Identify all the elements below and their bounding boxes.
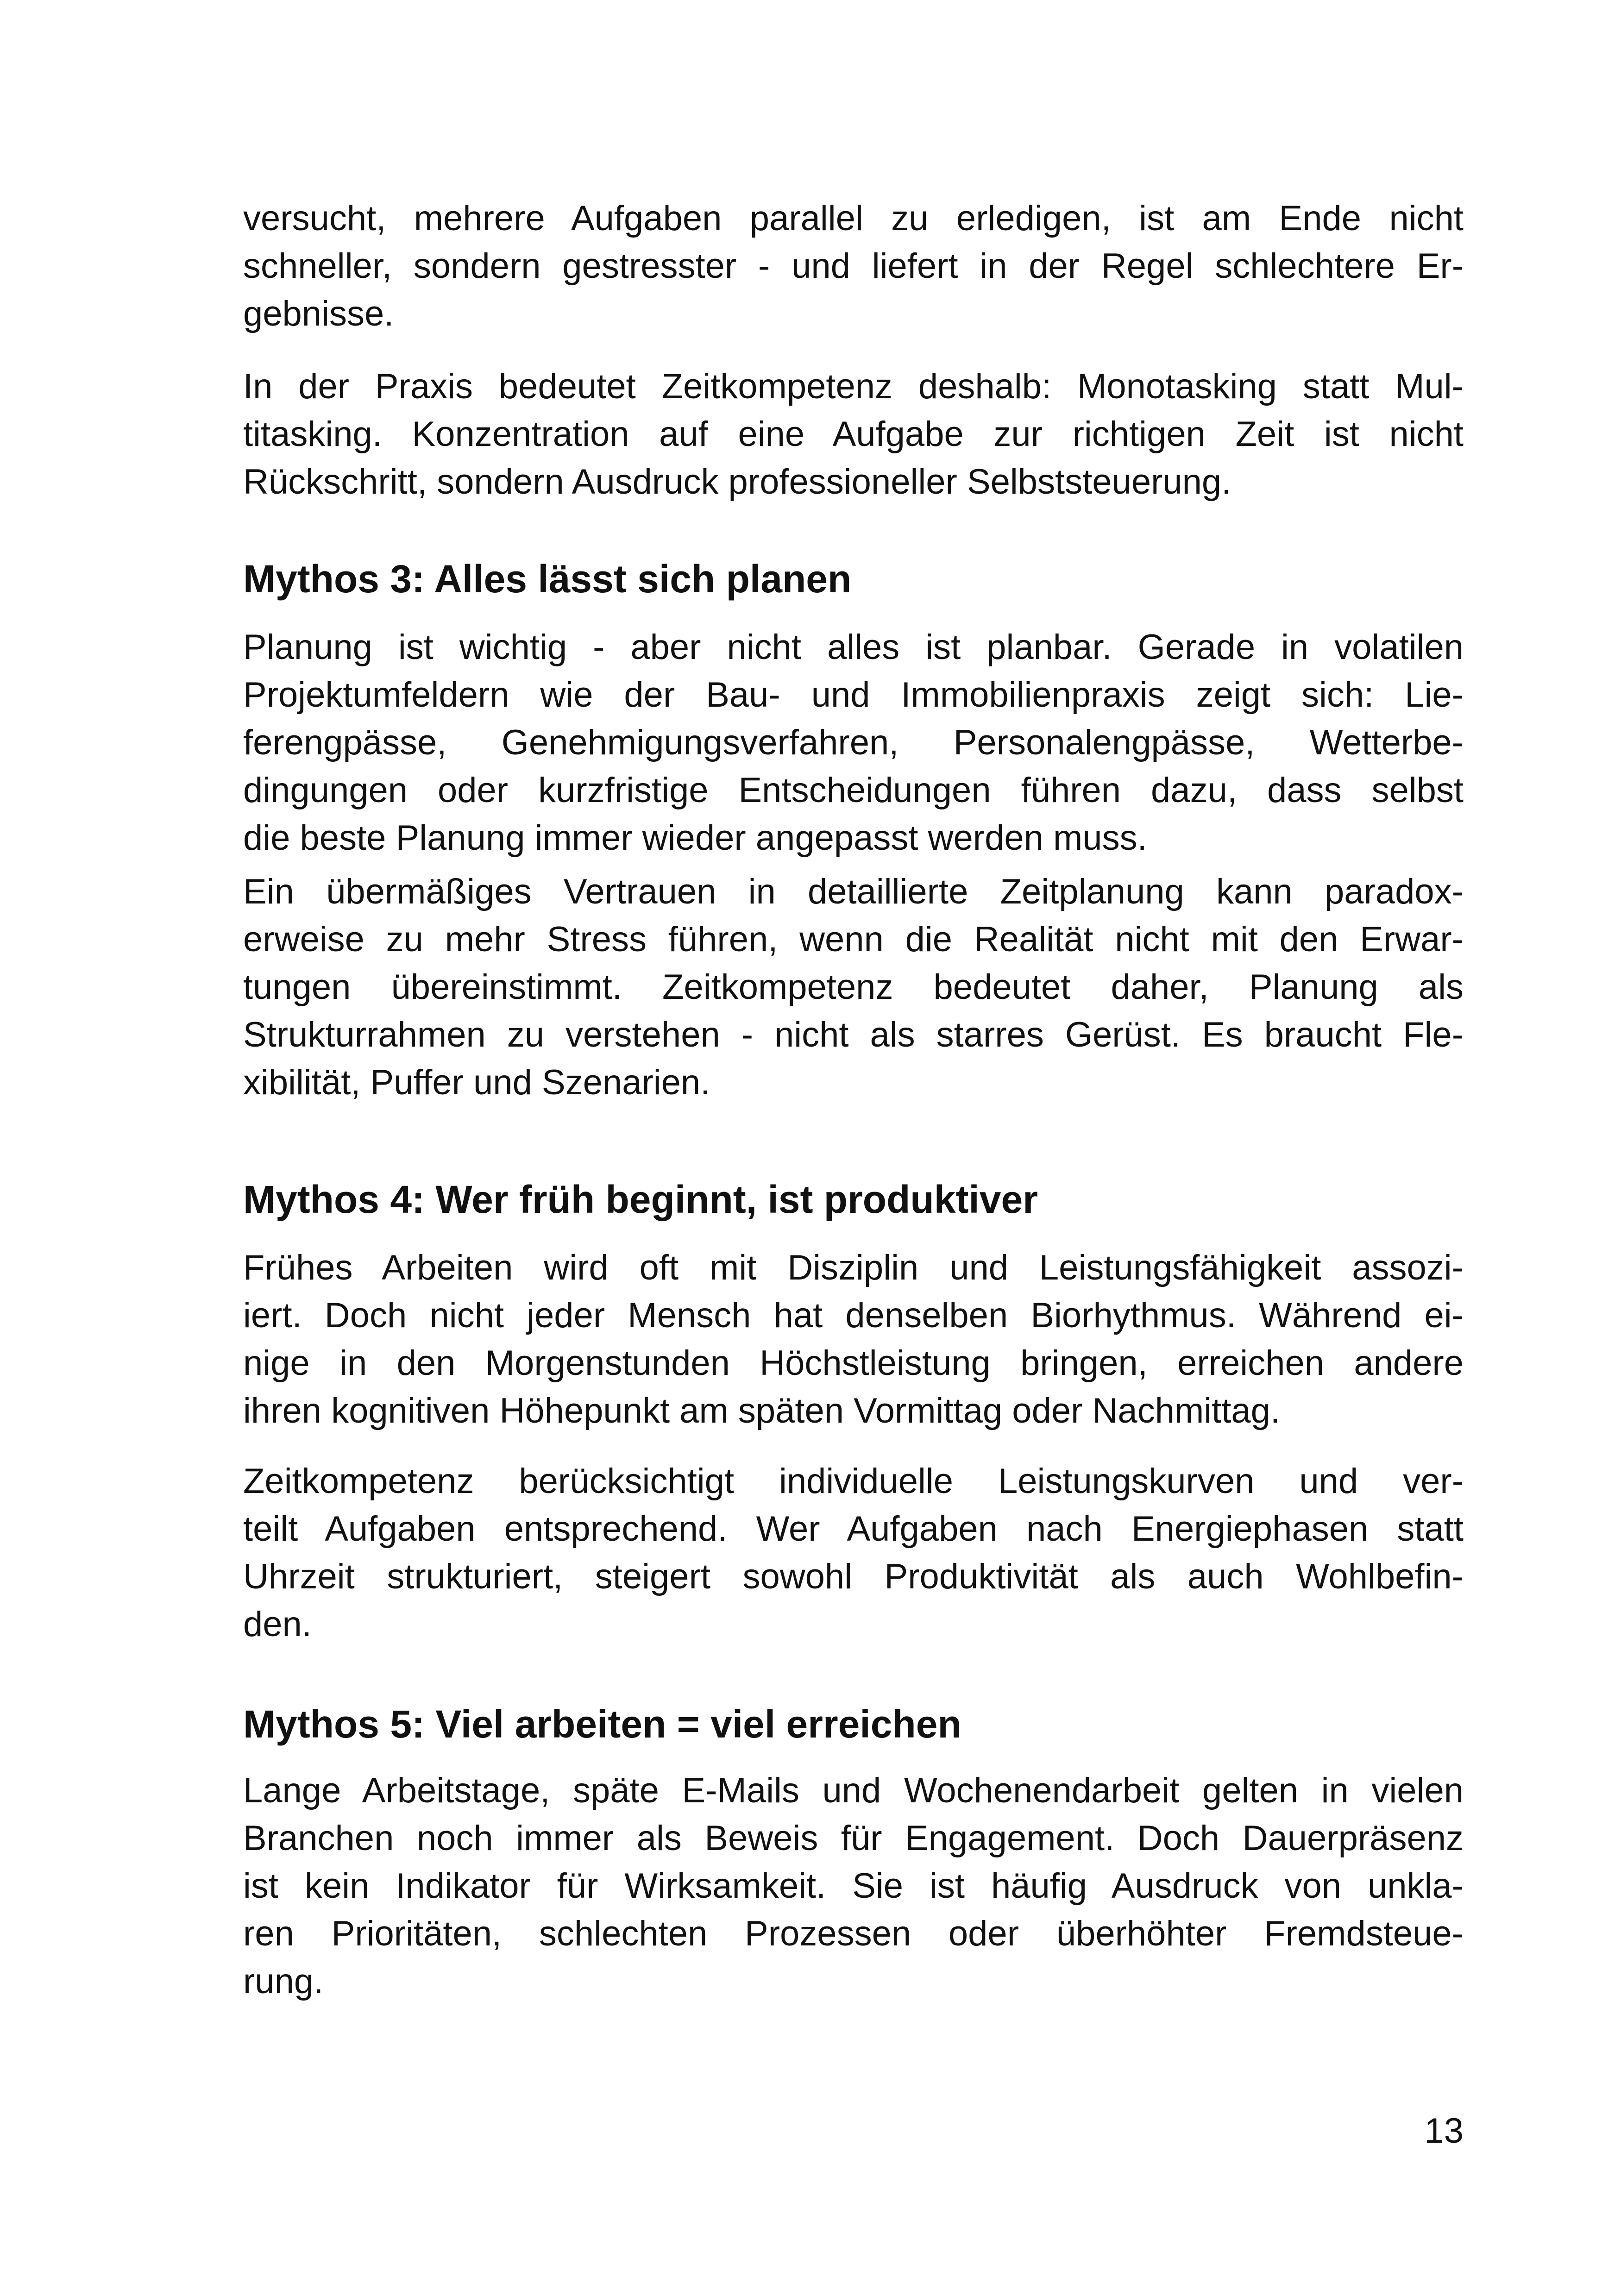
text-line: ihren kognitiven Höhepunkt am späten Vormittag oder Nachmittag. <box>243 1391 1281 1430</box>
text-line: ist kein Indikator für Wirksamkeit. Sie ist häufig Ausdruck von unkla- <box>243 1866 1464 1906</box>
paragraph <box>243 1457 1464 1648</box>
text-line: Frühes Arbeiten wird oft mit Disziplin und Leistungsfähigkeit assozi- <box>243 1248 1464 1287</box>
text-line: ren Prioritäten, schlechten Prozessen oder überhöhter Fremdsteue- <box>243 1914 1464 1953</box>
text-line: titasking. Konzentration auf eine Aufgabe zur richtigen Zeit ist nicht <box>243 414 1464 454</box>
text-line: Strukturrahmen zu verstehen - nicht als starres Gerüst. Es braucht Fle- <box>243 1015 1464 1054</box>
text-line: dingungen oder kurzfristige Entscheidungen führen dazu, dass selbst <box>243 771 1464 810</box>
text-line: In der Praxis bedeutet Zeitkompetenz deshalb: Monotasking statt Mul- <box>243 367 1464 406</box>
text-line: Planung ist wichtig - aber nicht alles ist planbar. Gerade in volatilen <box>243 627 1464 667</box>
text-line: Lange Arbeitstage, späte E-Mails und Wochenendarbeit gelten in vielen <box>243 1771 1464 1810</box>
paragraph <box>243 1767 1464 2005</box>
text-line: ferengpässe, Genehmigungsverfahren, Personalengpässe, Wetterbe- <box>243 723 1464 762</box>
page-number: 13 <box>1424 2111 1464 2151</box>
section-heading: Mythos 3: Alles lässt sich planen <box>243 557 852 601</box>
text-line: gebnisse. <box>243 294 394 333</box>
text-line: den. <box>243 1605 312 1644</box>
paragraph <box>243 363 1464 506</box>
text-line: Rückschritt, sondern Ausdruck professioneller Selbststeuerung. <box>243 462 1231 502</box>
text-line: versucht, mehrere Aufgaben parallel zu erledigen, ist am Ende nicht <box>243 199 1464 238</box>
section-heading: Mythos 4: Wer früh beginnt, ist produktiver <box>243 1178 1038 1221</box>
text-line: Zeitkompetenz berücksichtigt individuelle Leistungskurven und ver- <box>243 1462 1464 1501</box>
text-line: erweise zu mehr Stress führen, wenn die Realität nicht mit den Erwar- <box>243 920 1464 959</box>
section-heading: Mythos 5: Viel arbeiten = viel erreichen <box>243 1702 961 1746</box>
paragraph <box>243 868 1464 1106</box>
text-line: schneller, sondern gestresster - und liefert in der Regel schlechtere Er- <box>243 246 1464 286</box>
text-line: Uhrzeit strukturiert, steigert sowohl Produktivität als auch Wohlbefin- <box>243 1557 1464 1596</box>
text-line: nige in den Morgenstunden Höchstleistung bringen, erreichen andere <box>243 1343 1464 1383</box>
paragraph <box>243 623 1464 862</box>
text-line: rung. <box>243 1962 324 2001</box>
text-line: teilt Aufgaben entsprechend. Wer Aufgaben nach Energiephasen statt <box>243 1509 1464 1549</box>
text-line: Branchen noch immer als Beweis für Engagement. Doch Dauerpräsenz <box>243 1819 1464 1858</box>
text-line: Projektumfeldern wie der Bau- und Immobilienpraxis zeigt sich: Lie- <box>243 675 1464 715</box>
text-line: Ein übermäßiges Vertrauen in detaillierte Zeitplanung kann paradox- <box>243 872 1464 911</box>
text-line: tungen übereinstimmt. Zeitkompetenz bedeutet daher, Planung als <box>243 967 1464 1007</box>
paragraph <box>243 1244 1464 1435</box>
paragraph <box>243 194 1464 338</box>
text-line: iert. Doch nicht jeder Mensch hat denselben Biorhythmus. Während ei- <box>243 1296 1464 1335</box>
text-line: die beste Planung immer wieder angepasst werden muss. <box>243 818 1147 858</box>
text-line: xibilität, Puffer und Szenarien. <box>243 1063 710 1102</box>
